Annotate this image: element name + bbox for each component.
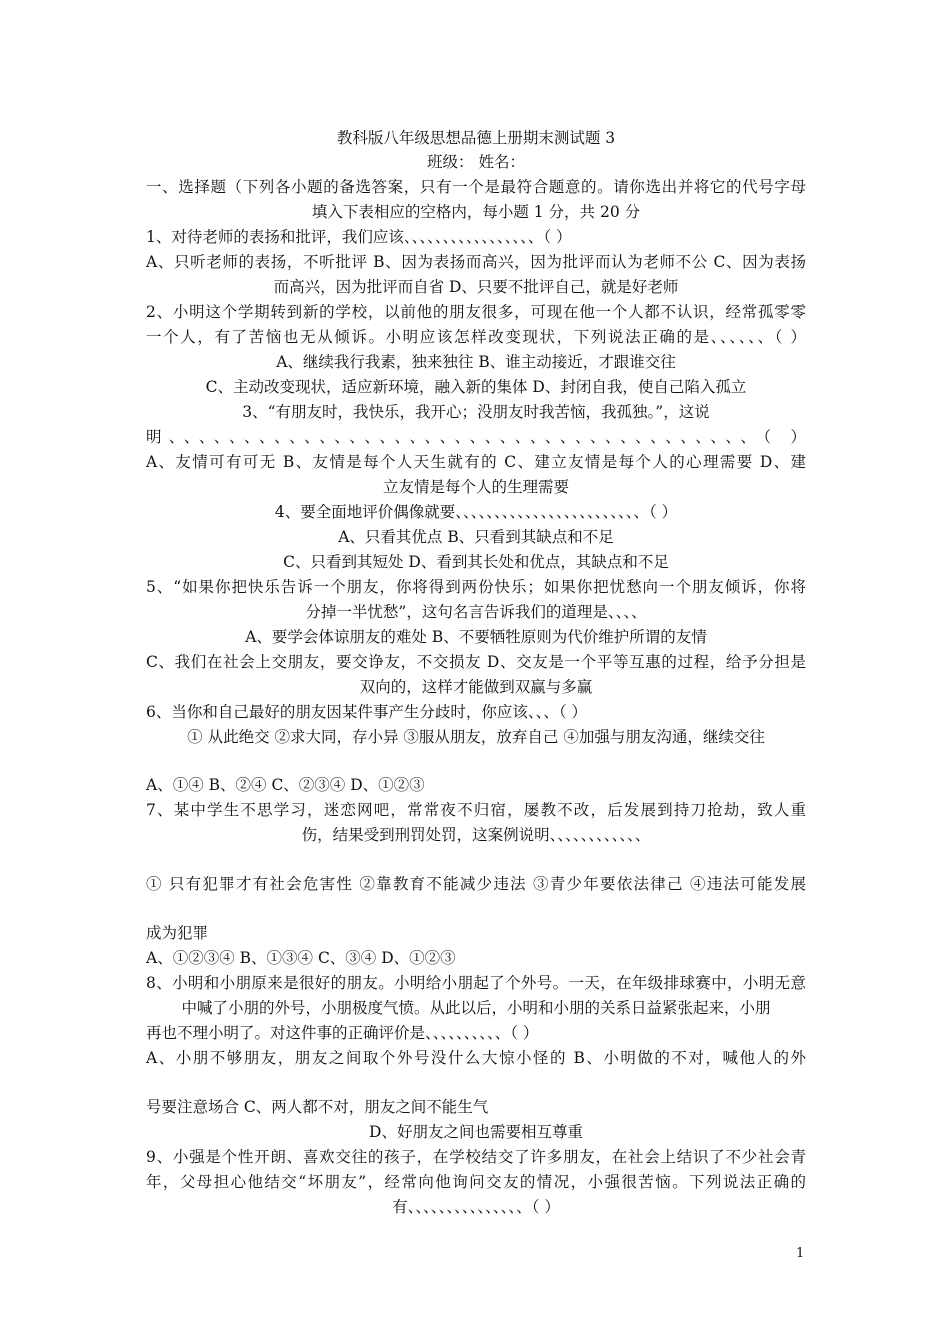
question-7-statements-cont: 成为犯罪 <box>146 924 209 942</box>
question-6: 6、当你和自己最好的朋友因某件事产生分歧时，你应该、、、（ ） <box>146 703 588 721</box>
question-7-cont: 伤，结果受到刑罚处罚，这案例说明、、、、、、、、、、、、 <box>301 826 651 844</box>
question-2: 2、小明这个学期转到新的学校，以前他的朋友很多，可现在他一个人都不认识，经常孤零零 <box>146 303 806 321</box>
section-heading: 一、选择题（下列各小题的备选答案，只有一个是最符合题意的。请你选出并将它的代号字母 <box>146 178 806 196</box>
question-8-options: A、小朋不够朋友，朋友之间取个外号没什么大惊小怪的 B、小明做的不对，喊他人的外 <box>146 1049 806 1067</box>
page-number: 1 <box>796 1246 805 1261</box>
question-7-options: A、①②③④ B、①③④ C、③④ D、①②③ <box>146 949 456 967</box>
question-1-options: A、只听老师的表扬，不听批评 B、因为表扬而高兴，因为批评而认为老师不公 C、因为表扬 <box>146 253 806 271</box>
question-5-options-ab: A、要学会体谅朋友的难处 B、不要牺牲原则为代价维护所谓的友情 <box>245 628 707 646</box>
question-3-options-cont: 立友情是每个人的生理需要 <box>382 478 569 496</box>
question-8-cont-2: 再也不理小明了。对这件事的正确评价是、、、、、、、、、、（ ） <box>146 1024 539 1042</box>
question-5-cont: 分掉一半忧愁”，这句名言告诉我们的道理是、、、、 <box>305 603 647 621</box>
question-5: 5、“如果你把快乐告诉一个朋友，你将得到两份快乐；如果你把忧愁向一个朋友倾诉，你将 <box>146 578 806 596</box>
question-5-options-cd: C、我们在社会上交朋友，要交诤友，不交损友 D、交友是一个平等互惠的过程，给予分担是 <box>146 653 806 671</box>
question-6-statements: ① 从此绝交 ②求大同，存小异 ③服从朋友，放弃自己 ④加强与朋友沟通，继续交往 <box>187 728 765 746</box>
question-5-options-cont: 双向的，这样才能做到双赢与多赢 <box>359 678 593 696</box>
question-7-statements: ① 只有犯罪才有社会危害性 ②靠教育不能减少违法 ③青少年要依法律己 ④违法可能发展 <box>146 875 806 893</box>
question-2-options-ab: A、继续我行我素，独来独往 B、谁主动接近，才跟谁交往 <box>276 353 676 371</box>
question-2-cont: 一个人，有了苦恼也无从倾诉。小明应该怎样改变现状，下列说法正确的是、、、、、、（ ） <box>146 328 806 346</box>
question-1-options-cont: 而高兴，因为批评而自省 D、只要不批评自己，就是好老师 <box>273 278 679 296</box>
question-8: 8、小明和小朋原来是很好的朋友。小明给小朋起了个外号。一天，在年级排球赛中，小明无意 <box>146 974 806 992</box>
question-1: 1、对待老师的表扬和批评，我们应该、、、、、、、、、、、、、、、、、（ ） <box>146 228 572 246</box>
question-9-cont-2: 有、、、、、、、、、、、、、、、（ ） <box>392 1198 560 1216</box>
question-3-cont: 明、、、、、、、、、、、、、、、、、、、、、、、、、、、、、、、、、、、、、、、（ ） <box>146 428 806 446</box>
class-name-line: 班级： 姓名： <box>427 153 525 171</box>
question-2-options-cd: C、主动改变现状，适应新环境，融入新的集体 D、封闭自我，使自己陷入孤立 <box>205 378 747 396</box>
question-9-cont: 年，父母担心他结交“坏朋友”，经常向他询问交友的情况，小强很苦恼。下列说法正确的 <box>146 1173 806 1191</box>
question-3: 3、“有朋友时，我快乐，我开心；没朋友时我苦恼，我孤独。”，这说 <box>242 403 710 421</box>
section-heading-cont: 填入下表相应的空格内，每小题 1 分，共 20 分 <box>311 203 641 221</box>
document-title: 教科版八年级思想品德上册期末测试题 3 <box>336 129 616 147</box>
question-4: 4、要全面地评价偶像就要、、、、、、、、、、、、、、、、、、、、、、、、（ ） <box>274 503 678 521</box>
question-8-cont-1: 中喊了小朋的外号，小朋极度气愤。从此以后，小明和小朋的关系日益紧张起来，小朋 <box>181 999 771 1017</box>
question-4-options-cd: C、只看到其短处 D、看到其长处和优点，其缺点和不足 <box>283 553 669 571</box>
question-8-options-cont: 号要注意场合 C、两人都不对，朋友之间不能生气 <box>146 1098 489 1116</box>
question-6-options: A、①④ B、②④ C、②③④ D、①②③ <box>146 776 425 794</box>
question-8-option-d: D、好朋友之间也需要相互尊重 <box>369 1123 583 1141</box>
question-4-options-ab: A、只看其优点 B、只看到其缺点和不足 <box>338 528 614 546</box>
question-9: 9、小强是个性开朗、喜欢交往的孩子，在学校结交了许多朋友，在社会上结识了不少社会青 <box>146 1148 806 1166</box>
question-3-options: A、友情可有可无 B、友情是每个人天生就有的 C、建立友情是每个人的心理需要 D、建 <box>146 453 806 471</box>
question-7: 7、某中学生不思学习，迷恋网吧，常常夜不归宿，屡教不改，后发展到持刀抢劫，致人重 <box>146 801 806 819</box>
